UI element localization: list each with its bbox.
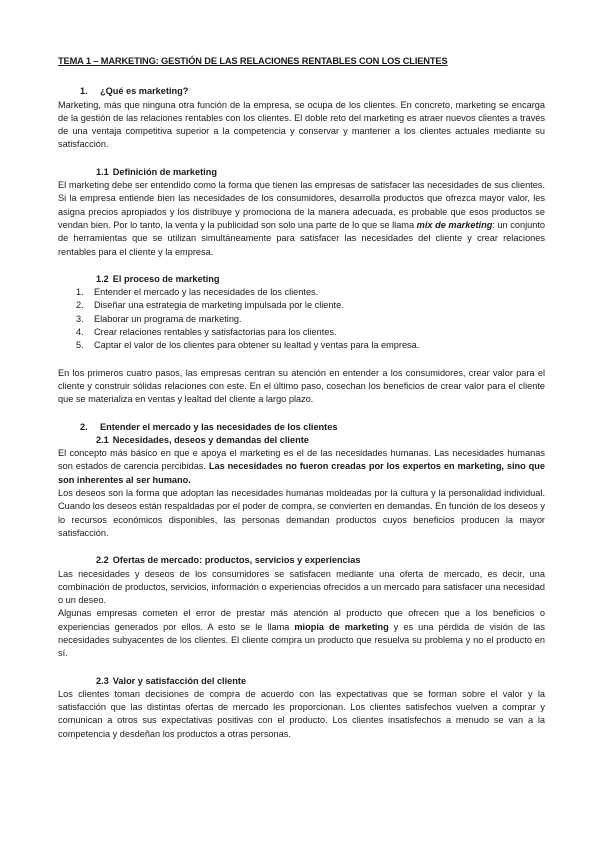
list-item — [58, 313, 545, 326]
list-number: 5. — [76, 340, 84, 351]
list-number: 4. — [76, 327, 84, 338]
list-text: Diseñar una estrategia de marketing impulsada por le cliente. — [94, 300, 344, 311]
section-2-2-body-2 — [58, 607, 545, 660]
list-item — [58, 286, 545, 299]
section-2-3-heading — [58, 675, 545, 688]
text-run: : un conjunto de herramientas que se utilizan simultáneamente para satisfacer las necesidades del cliente y crear relaciones rentables para el cliente y la empresa. — [58, 219, 545, 257]
list-text: Captar el valor de los clientes para obtener su lealtad y ventas para la empresa. — [94, 340, 420, 351]
section-2-1-body-2: Los deseos son la forma que adoptan las necesidades humanas moldeadas por la cultura y la personalidad individual. Cuando los deseos están respaldadas por el poder de compra, se convierten en demandas. En función de los deseos y lo recursos económicos disponibles, las personas demandan productos cuyos beneficios producen la mayor satisfacción. — [58, 488, 545, 538]
section-1-2-heading — [58, 273, 545, 286]
section-title: ¿Qué es marketing? — [100, 86, 189, 97]
section-number: 1.1 — [96, 166, 109, 177]
section-title: Necesidades, deseos y demandas del cliente — [112, 434, 309, 445]
document-page — [58, 55, 545, 741]
marketing-process-list — [58, 286, 545, 352]
list-text: Entender el mercado y las necesidades de los clientes. — [94, 287, 319, 298]
section-title: Ofertas de mercado: productos, servicios y experiencias — [112, 555, 361, 566]
highlighted-statement: Las necesidades no fueron creadas por los expertos en marketing, sino que son inherentes al ser humano. — [58, 461, 545, 485]
term-mix-de-marketing: mix de marketing — [416, 219, 493, 230]
section-2-3-body: Los clientes toman decisiones de compra de acuerdo con las expectativas que se forman sobre el valor y la satisfacción que las distintas ofertas de mercado les proporcionan. Los clientes satisfechos vuelven a comprar y comunican a otros sus expectativas positivas con el producto. Los clientes insatisfechos a menudo se van a la competencia y desdeñan los productos a otras personas. — [58, 688, 545, 739]
list-text: Elaborar un programa de marketing. — [94, 313, 242, 324]
list-item — [58, 339, 545, 352]
term-miopia-de-marketing: miopía de marketing — [294, 621, 389, 632]
section-number: 2.2 — [96, 555, 109, 566]
section-1-1-heading — [58, 166, 545, 179]
section-2-2-heading — [58, 554, 545, 567]
list-number: 1. — [76, 287, 84, 298]
section-1-body: Marketing, más que ninguna otra función de la empresa, se ocupa de los clientes. En concreto, marketing se encarga de la gestión de las relaciones rentables con los clientes. El doble reto del marketing es atraer nuevos clientes a través de una ventaja competitiva superior a la competencia y conservar y mantener a los clientes actuales mediante su satisfacción. — [58, 99, 545, 150]
text-run: y es una pérdida de visión de las necesidades subyacentes de los clientes. El cliente compra un producto que resuelva su problema y no el producto en sí. — [58, 621, 545, 659]
section-number: 2.3 — [96, 675, 109, 686]
text-run: Algunas empresas cometen el error de prestar más atención al producto que ofrecen que a los beneficios o experiencias generados por ellos. A esto se le llama — [58, 608, 545, 632]
section-1-2-body: En los primeros cuatro pasos, las empresas centran su atención en entender a los consumidores, crear valor para el cliente y construir sólidas relaciones con este. En el último paso, cosechan los beneficios de crear valor para el cliente que se materializa en ventas y lealtad del cliente a largo plazo. — [58, 367, 545, 405]
section-1-heading — [58, 85, 545, 98]
section-title: Valor y satisfacción del cliente — [112, 675, 247, 686]
list-item — [58, 326, 545, 339]
list-number: 2. — [76, 300, 84, 311]
section-number: 1.2 — [96, 273, 109, 284]
section-number: 1. — [80, 86, 88, 97]
list-number: 3. — [76, 313, 84, 324]
text-run: El concepto más básico en que e apoya el marketing es el de las necesidades humanas. Las necesidades humanas son estados de carencia percibidas. — [58, 448, 545, 472]
list-text: Crear relaciones rentables y satisfactorias para los clientes. — [94, 327, 337, 338]
section-2-1-body-1 — [58, 447, 545, 487]
document-title: TEMA 1 – MARKETING: GESTIÓN DE LAS RELACIONES RENTABLES CON LOS CLIENTES — [58, 56, 448, 66]
section-title: El proceso de marketing — [112, 273, 220, 284]
section-1-1-body — [58, 179, 545, 259]
section-number: 2. — [80, 421, 88, 432]
section-title: Entender el mercado y las necesidades de los clientes — [100, 421, 338, 432]
list-item — [58, 299, 545, 312]
section-2-2-body-1: Las necesidades y deseos de los consumidores se satisfacen mediante una oferta de mercado, es decir, una combinación de productos, servicios, información o experiencias ofrecidos a un mercado para satisfacer una necesidad o un deseo. — [58, 568, 545, 606]
section-number: 2.1 — [96, 434, 109, 445]
section-2-heading — [58, 421, 545, 434]
text-run: El marketing debe ser entendido como la forma que tienen las empresas de satisfacer las necesidades de sus clientes. Si la empresa entiende bien las necesidades de los consumidores, desarrolla productos que ofrezca mayor valor, les asigna precios apropiados y los distribuye y promociona de la manera adecuada, es probable que esos productos se vendan bien. Por lo tanto, la venta y la publicidad son solo una parte de lo que se llama — [58, 180, 545, 230]
section-title: Definición de marketing — [112, 166, 217, 177]
section-2-1-heading — [58, 434, 545, 447]
